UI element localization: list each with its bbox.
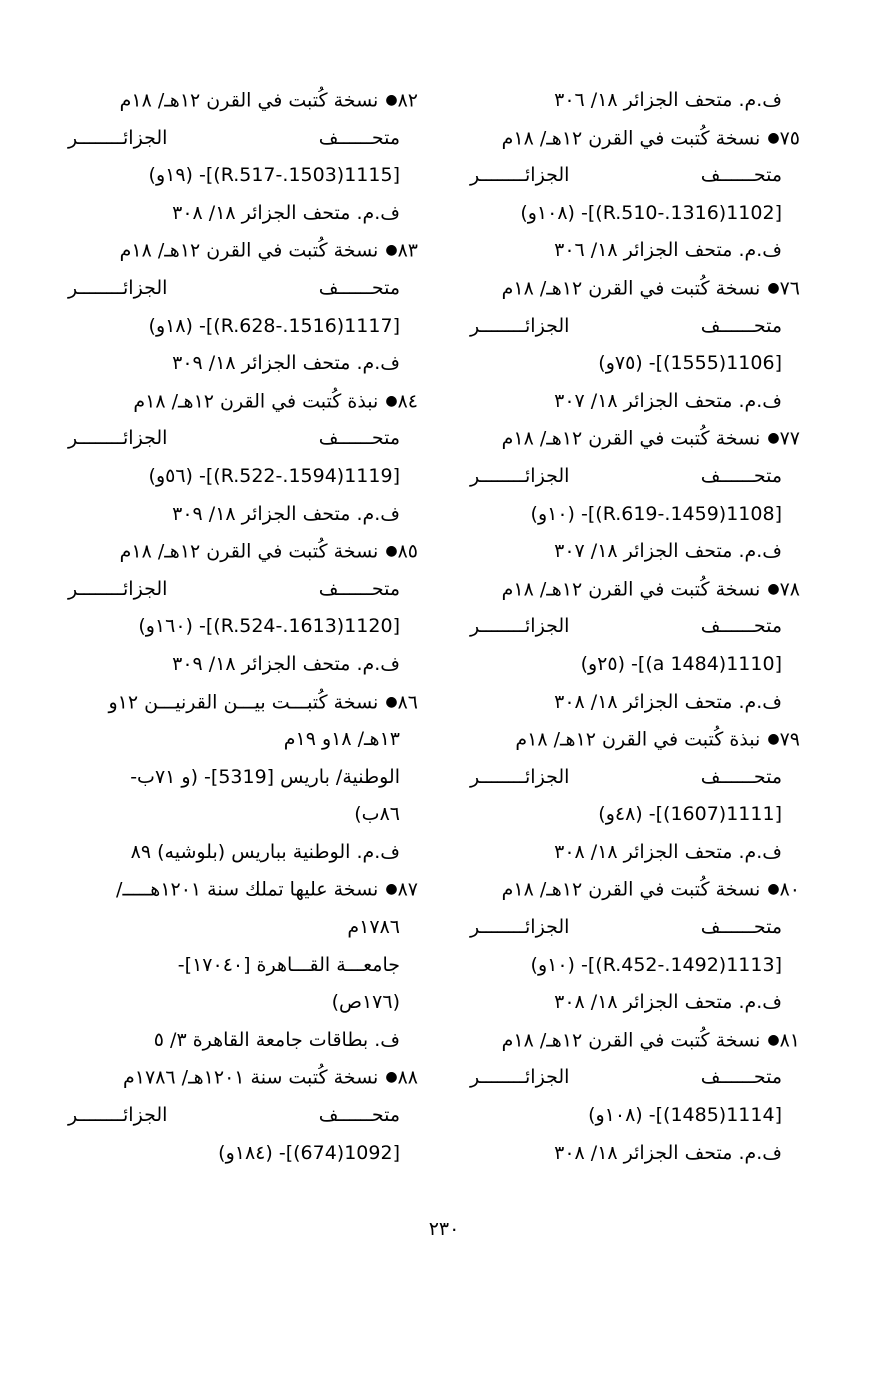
collection-word: متحــــــف — [318, 126, 400, 149]
entry-heading — [470, 1022, 800, 1060]
entry-title: نسخة عليها تملك سنة ١٢٠١هـــــ/ — [116, 878, 379, 901]
collection-line — [470, 608, 800, 646]
collection-word: الجزائــــــــر — [68, 1104, 168, 1127]
collection-word: متحــــــف — [700, 765, 782, 788]
collection-word: الجزائــــــــر — [470, 164, 570, 187]
entry-heading — [68, 1059, 418, 1097]
bullet-icon: ● — [767, 129, 780, 146]
entry-heading — [470, 871, 800, 909]
entry-line: ١٣هـ/ ١٨و ١٩م — [283, 728, 400, 751]
entry-number: ٨٢ — [397, 89, 418, 112]
entry-heading — [68, 82, 418, 120]
entry-line: ف.م. متحف الجزائر ١٨/ ٣٠٩ — [172, 652, 400, 675]
entry-line: [1115(1503.-R.517)]- (١٩و) — [148, 164, 400, 187]
collection-line — [470, 759, 800, 797]
collection-word: متحــــــف — [700, 916, 782, 939]
entry-heading — [68, 383, 418, 421]
bullet-icon: ● — [385, 543, 398, 560]
entry-line: [1113(1492.-R.452)]- (١٠و) — [530, 953, 782, 976]
entry-line: الوطنية/ باريس [5319]- (و ٧١ب- — [130, 765, 400, 788]
entry-line: [1117(1516.-R.628)]- (١٨و) — [148, 314, 400, 337]
entry-heading — [470, 721, 800, 759]
collection-word: متحــــــف — [318, 577, 400, 600]
entry-line: ف.م. متحف الجزائر ١٨/ ٣٠٨ — [554, 991, 782, 1014]
entry-heading — [68, 533, 418, 571]
collection-line — [68, 270, 418, 308]
bullet-icon: ● — [385, 392, 398, 409]
collection-word: الجزائــــــــر — [68, 126, 168, 149]
collection-word: متحــــــف — [318, 1104, 400, 1127]
entry-heading — [68, 871, 418, 909]
entry-heading — [470, 420, 800, 458]
collection-word: الجزائــــــــر — [68, 577, 168, 600]
entry-line: [1108(1459.-R.619)]- (١٠و) — [530, 502, 782, 525]
collection-word: متحــــــف — [700, 615, 782, 638]
entry-number: ٨٤ — [397, 390, 418, 413]
entry-line: ف.م. متحف الجزائر ١٨/ ٣٠٨ — [172, 201, 400, 224]
entry-title: نسخة كُتبت في القرن ١٢هـ/ ١٨م — [501, 1029, 761, 1052]
entry-title: نسخة كُتبـــت بيـــن القرنيـــن ١٢و — [108, 690, 379, 713]
entry-line: [1111(1607)]- (٤٨و) — [598, 803, 782, 826]
bullet-icon: ● — [767, 1031, 780, 1048]
bullet-icon: ● — [767, 731, 780, 748]
entry-line: [1114(1485)]- (١٠٨و) — [588, 1104, 782, 1127]
entry-line: (١٧٦ص) — [331, 991, 400, 1014]
entry-number: ٧٦ — [779, 277, 800, 300]
collection-word: الجزائــــــــر — [68, 427, 168, 450]
collection-line — [68, 420, 418, 458]
entry-line: ف.م. متحف الجزائر ١٨/ ٣٠٦ — [554, 89, 782, 111]
collection-word: الجزائــــــــر — [470, 765, 570, 788]
entry-number: ٨٨ — [397, 1066, 418, 1089]
collection-word: متحــــــف — [700, 1066, 782, 1089]
page-number: ٢٣٠ — [428, 1218, 460, 1240]
entry-number: ٨٣ — [397, 239, 418, 262]
bullet-icon: ● — [385, 92, 398, 108]
collection-line — [470, 157, 800, 195]
collection-line — [68, 1097, 418, 1135]
entry-line: ف. بطاقات جامعة القاهرة ٣/ ٥ — [153, 1028, 400, 1051]
collection-word: متحــــــف — [318, 276, 400, 299]
entry-line: ف.م. متحف الجزائر ١٨/ ٣٠٩ — [172, 502, 400, 525]
collection-word: متحــــــف — [700, 314, 782, 337]
entry-line: [1106(1555)]- (٧٥و) — [598, 352, 782, 375]
collection-word: الجزائــــــــر — [470, 916, 570, 939]
entry-line: [1092(674)]- (١٨٤و) — [218, 1141, 400, 1164]
collection-word: متحــــــف — [700, 164, 782, 187]
collection-word: متحــــــف — [700, 464, 782, 487]
entry-line: ١٧٨٦م — [347, 916, 400, 939]
collection-word: متحــــــف — [318, 427, 400, 450]
entry-title: نسخة كُتبت في القرن ١٢هـ/ ١٨م — [501, 878, 761, 901]
entry-title: نبذة كُتبت في القرن ١٢هـ/ ١٨م — [133, 390, 379, 413]
bullet-icon: ● — [385, 881, 398, 898]
entry-line: [1120(1613.-R.524)]- (١٦٠و) — [138, 615, 400, 638]
bullet-icon: ● — [385, 693, 398, 710]
collection-line — [470, 1059, 800, 1097]
entry-heading — [470, 571, 800, 609]
collection-line — [68, 571, 418, 609]
entry-title: نسخة كُتبت في القرن ١٢هـ/ ١٨م — [501, 427, 761, 450]
bullet-icon: ● — [385, 242, 398, 259]
collection-line — [470, 458, 800, 496]
entry-line: ف.م. متحف الجزائر ١٨/ ٣٠٨ — [554, 1141, 782, 1164]
entry-title: نسخة كُتبت في القرن ١٢هـ/ ١٨م — [501, 277, 761, 300]
entry-line: ٨٦ب) — [354, 803, 400, 826]
collection-line — [68, 120, 418, 158]
entry-number: ٨٧ — [397, 878, 418, 901]
entry-line: ف.م. متحف الجزائر ١٨/ ٣٠٧ — [554, 540, 782, 563]
entry-number: ٧٨ — [779, 578, 800, 601]
entry-title: نسخة كُتبت في القرن ١٢هـ/ ١٨م — [501, 126, 761, 149]
collection-line — [470, 308, 800, 346]
right-column — [470, 82, 800, 1172]
entry-title: نسخة كُتبت سنة ١٢٠١هـ/ ١٧٨٦م — [123, 1066, 379, 1089]
entry-line: ف.م. الوطنية بباريس (بلوشيه) ٨٩ — [130, 840, 400, 863]
entry-number: ٨٠ — [779, 878, 800, 901]
collection-word: الجزائــــــــر — [470, 314, 570, 337]
entry-line: ف.م. متحف الجزائر ١٨/ ٣٠٨ — [554, 840, 782, 863]
collection-word: الجزائــــــــر — [470, 1066, 570, 1089]
collection-word: الجزائــــــــر — [470, 615, 570, 638]
entry-line: [1119(1594.-R.522)]- (٥٦و) — [148, 464, 400, 487]
bullet-icon: ● — [767, 430, 780, 447]
bullet-icon: ● — [767, 881, 780, 898]
collection-word: الجزائــــــــر — [68, 276, 168, 299]
bullet-icon: ● — [767, 279, 780, 296]
entry-title: نسخة كُتبت في القرن ١٢هـ/ ١٨م — [501, 578, 761, 601]
collection-line — [470, 909, 800, 947]
entry-heading — [68, 232, 418, 270]
entry-heading — [68, 684, 418, 722]
bullet-icon: ● — [767, 580, 780, 597]
entry-number: ٨١ — [779, 1029, 800, 1052]
collection-word: الجزائــــــــر — [470, 464, 570, 487]
entry-title: نسخة كُتبت في القرن ١٢هـ/ ١٨م — [119, 89, 379, 112]
entry-title: نبذة كُتبت في القرن ١٢هـ/ ١٨م — [515, 728, 761, 751]
entry-number: ٧٧ — [779, 427, 800, 450]
entry-line: جامعـــة القـــاهرة [١٧٠٤٠]- — [177, 953, 400, 976]
entry-number: ٧٥ — [779, 126, 800, 149]
left-column — [68, 82, 418, 1172]
entry-line: ف.م. متحف الجزائر ١٨/ ٣٠٧ — [554, 389, 782, 412]
entry-number: ٧٩ — [779, 728, 800, 751]
bullet-icon: ● — [385, 1069, 398, 1086]
entry-line: ف.م. متحف الجزائر ١٨/ ٣٠٨ — [554, 690, 782, 713]
entry-line: [1110(1484 a)]- (٢٥و) — [580, 652, 782, 675]
entry-number: ٨٥ — [397, 540, 418, 563]
entry-title: نسخة كُتبت في القرن ١٢هـ/ ١٨م — [119, 540, 379, 563]
entry-line: [1102(1316.-R.510)]- (١٠٨و) — [520, 201, 782, 224]
entry-heading — [470, 120, 800, 158]
entry-number: ٨٦ — [397, 690, 418, 713]
entry-title: نسخة كُتبت في القرن ١٢هـ/ ١٨م — [119, 239, 379, 262]
entry-heading — [470, 270, 800, 308]
entry-line: ف.م. متحف الجزائر ١٨/ ٣٠٦ — [554, 239, 782, 262]
entry-line: ف.م. متحف الجزائر ١٨/ ٣٠٩ — [172, 352, 400, 375]
